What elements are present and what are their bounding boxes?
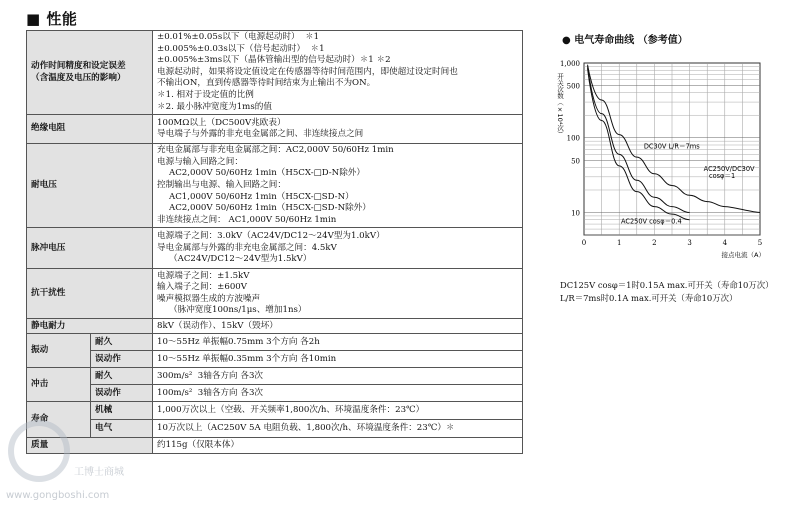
value-line: 约115g（仅限本体） — [157, 440, 240, 451]
row-value — [153, 438, 523, 454]
row-value — [153, 144, 523, 228]
row-value — [153, 351, 523, 368]
value-line: 100MΩ以上（DC500V兆欧表） — [157, 117, 286, 128]
watermark-logo — [8, 420, 70, 482]
curve-2 — [588, 66, 690, 212]
value-line: 不输出ON，直到传感器等待时间结束为止输出不为ON。 — [157, 78, 376, 89]
row-group-label: 振动 — [27, 334, 91, 368]
label-ac250-dc30: AC250V/DC30V — [703, 164, 755, 173]
row-value — [153, 385, 523, 402]
value-line: 1,000万次以上（空载、开关频率1,800次/h、环境温度条件：23℃） — [157, 405, 425, 416]
value-line: ±0.01%±0.05s以下（电源起动时） ✽1 — [157, 32, 320, 42]
life-curve-chart — [530, 45, 800, 275]
value-line: 噪声模拟器生成的方波噪声 — [157, 293, 261, 304]
chart-labels — [621, 142, 755, 225]
y-tick-label: 100 — [566, 134, 580, 143]
row-group-label: 冲击 — [27, 368, 91, 402]
y-tick-label: 500 — [566, 82, 580, 91]
table-row — [27, 31, 523, 115]
value-line: （脉冲宽度100ns/1μs、增加1ns） — [169, 305, 307, 316]
value-line: 非连续接点之间： AC1,000V 50/60Hz 1min — [157, 214, 337, 225]
row-label: 脉冲电压 — [27, 228, 153, 269]
row-value — [153, 319, 523, 334]
row-label: 动作时间精度和设定误差 （含温度及电压的影响） — [27, 31, 153, 115]
table-row — [27, 420, 523, 438]
table-row — [27, 319, 523, 334]
x-axis-label: 接点电流（A） — [721, 251, 765, 259]
table-row — [27, 438, 523, 454]
value-line: 10～55Hz 单振幅0.75mm 3个方向 各2h — [157, 336, 320, 347]
table-row — [27, 351, 523, 368]
y-axis-label: 开关次数（×10⁴次） — [556, 73, 564, 138]
value-line: 输入端子之间：±600V — [157, 282, 247, 293]
x-tick-label: 4 — [722, 239, 728, 247]
row-value — [153, 228, 523, 269]
chart-title: ● 电气寿命曲线 （参考值） — [562, 35, 688, 46]
table-row — [27, 402, 523, 420]
value-line: 300m/s² 3轴各方向 各3次 — [157, 370, 264, 381]
row-sublabel: 电气 — [91, 420, 153, 438]
row-value — [153, 420, 523, 438]
row-label: 耐电压 — [27, 144, 153, 228]
row-label: 质量 — [27, 438, 153, 454]
curve-1 — [588, 65, 760, 213]
x-tick-label: 0 — [581, 239, 587, 247]
label-cos1: cosφ＝1 — [708, 171, 736, 180]
row-sublabel: 耐久 — [91, 334, 153, 351]
value-line: 导电端子与外露的非充电金属部之间、非连续接点之间 — [157, 129, 364, 140]
chart-note-1: DC125V cosφ＝1时0.15A max.可开关（寿命10万次） — [560, 280, 774, 290]
value-line: （AC24V/DC12～24V型为1.5kV） — [169, 254, 312, 265]
page-title: ■ 性能 — [26, 10, 78, 28]
y-tick-label: 10 — [571, 209, 580, 218]
x-tick-label: 1 — [616, 239, 622, 247]
value-line: ±0.005%±3ms以下（晶体管输出型的信号起动时）✽1 ✽2 — [157, 55, 391, 66]
row-value — [153, 334, 523, 351]
value-line: 导电金属部与外露的非充电金属部之间：4.5kV — [157, 242, 337, 253]
row-group-label: 寿命 — [27, 402, 91, 438]
row-sublabel: 耐久 — [91, 368, 153, 385]
row-label: 静电耐力 — [27, 319, 153, 334]
row-value — [153, 402, 523, 420]
value-line: ±0.005%±0.03s以下（信号起动时） ✽1 — [157, 43, 325, 54]
row-sublabel: 误动作 — [91, 385, 153, 402]
value-line: 充电金属部与非充电金属部之间：AC2,000V 50/60Hz 1min — [157, 145, 394, 156]
value-line: ✽2. 最小脉冲宽度为1ms的值 — [157, 101, 272, 112]
table-row — [27, 368, 523, 385]
value-line: 电源端子之间：3.0kV（AC24V/DC12～24V型为1.0kV） — [157, 230, 385, 241]
value-line: 控制输出与电源、输入回路之间： — [157, 179, 286, 190]
table-row — [27, 269, 523, 319]
table-row — [27, 228, 523, 269]
table-row — [27, 115, 523, 144]
value-line: 10～55Hz 单振幅0.35mm 3个方向 各10min — [157, 353, 337, 364]
value-line: 电源与输入回路之间： — [157, 156, 243, 167]
row-label: 绝缘电阻 — [27, 115, 153, 144]
y-tick-label: 1,000 — [559, 60, 580, 68]
row-sublabel: 机械 — [91, 402, 153, 420]
row-sublabel: 误动作 — [91, 351, 153, 368]
x-tick-label: 2 — [652, 239, 657, 247]
value-line: 电源端子之间：±1.5kV — [157, 270, 250, 281]
value-line: 8kV（误动作）、15kV（毁坏） — [157, 320, 278, 331]
watermark-text: 工博士商城 — [74, 467, 124, 478]
row-label: 抗干扰性 — [27, 269, 153, 319]
row-value — [153, 115, 523, 144]
row-value — [153, 269, 523, 319]
x-tick-label: 3 — [687, 239, 692, 247]
value-line: AC1,000V 50/60Hz 1min（H5CX-□SD-N） — [169, 191, 354, 202]
table-row — [27, 144, 523, 228]
value-line: 100m/s² 3轴各方向 各3次 — [157, 387, 264, 398]
label-ac250-cos04: AC250V cosφ＝0.4 — [620, 217, 682, 226]
y-tick-label: 50 — [571, 157, 580, 166]
chart-note-2: L/R＝7ms时0.1A max.可开关（寿命10万次） — [560, 293, 738, 303]
value-line: ✽1. 相对于设定值的比例 — [157, 89, 254, 100]
value-line: 电源起动时，如果将设定值设定在传感器等待时间范围内，即使超过设定时间也 — [157, 66, 458, 77]
value-line: 10万次以上（AC250V 5A 电阻负载、1,800次/h、环境温度条件：23℃）✽ — [157, 423, 455, 434]
x-tick-label: 5 — [757, 239, 763, 247]
table-row — [27, 334, 523, 351]
performance-table — [26, 30, 523, 454]
value-line: AC2,000V 50/60Hz 1min（H5CX-□D-N除外） — [169, 168, 365, 179]
label-dc30: DC30V L/R＝7ms — [643, 142, 700, 151]
table-row — [27, 385, 523, 402]
watermark-url: www.gongboshi.com — [6, 490, 110, 501]
value-line: AC2,000V 50/60Hz 1min（H5CX-□SD-N除外） — [169, 203, 371, 214]
row-value — [153, 368, 523, 385]
row-value — [153, 31, 523, 115]
